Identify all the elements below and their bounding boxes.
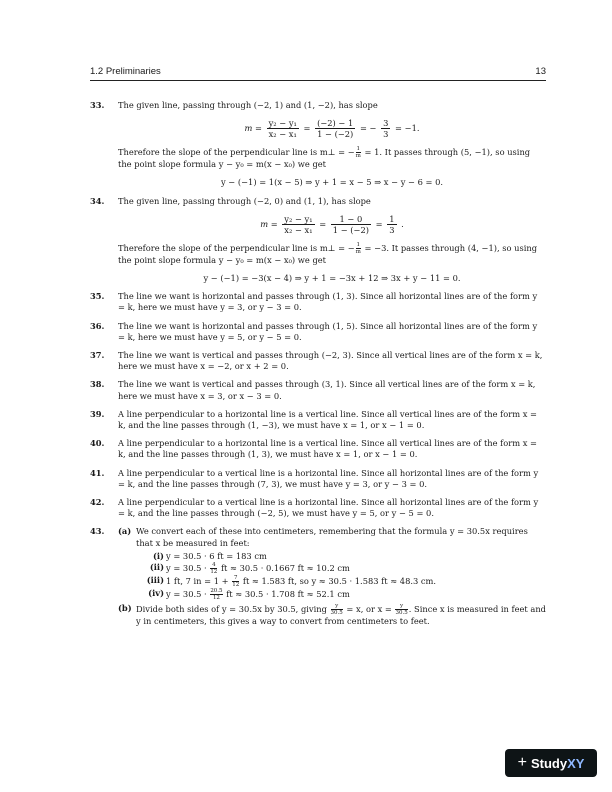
numerator: y (331, 603, 343, 610)
item-text: y = 30.5 · (166, 589, 210, 600)
slope-equation (118, 214, 546, 235)
part-text: We convert each of these into centimeters, remembering that the formula y = 30.5x requires that x be measured in feet: (136, 526, 528, 548)
denominator: 3 (389, 224, 395, 235)
item-label: (iii) (146, 575, 164, 586)
result-equation: y − (−1) = 1(x − 5) ⇒ y + 1 = x − 5 ⇒ x − y − 6 = 0. (220, 177, 444, 188)
problem-number: 35. (90, 291, 105, 302)
item-text: ft ≈ 1.583 ft, so y ≈ 30.5 · 1.583 ft ≈ 48.3 cm. (240, 576, 437, 587)
text-part: = −3. It passes through (4, −1), so using the point slope formula y − y₀ = m(x − x₀) we get (118, 242, 538, 265)
problem-37 (90, 350, 546, 372)
problem-text: A line perpendicular to a horizontal line is a vertical line. Since all vertical lines are of the form x = k, and the line passes through (1, 3), we must have x = 1, or x − 1 = 0. (118, 438, 537, 460)
text-part: = x, or x = (343, 604, 395, 615)
list-item (148, 551, 546, 563)
list-item (148, 575, 546, 588)
numerator: 7 (234, 575, 238, 582)
numerator: 1 (356, 146, 361, 153)
plus-icon: + (517, 754, 527, 771)
fraction (267, 118, 299, 139)
problem-number: 38. (90, 379, 105, 390)
numerator: y₂ − y₁ (284, 213, 313, 224)
denominator: x₂ − x₁ (268, 129, 297, 140)
problem-33 (90, 100, 546, 189)
denominator: m (355, 153, 361, 160)
problem-41 (90, 468, 546, 490)
problem-text: The line we want is horizontal and passes through (1, 5). Since all horizontal lines are of the form y = k, here we must have y = 5, or y − 5 = 0. (118, 320, 538, 342)
problem-number: 39. (90, 408, 105, 419)
numerator: y₂ − y₁ (268, 118, 297, 129)
fraction (315, 118, 355, 139)
text-part: Therefore the slope of the perpendicular line is m⊥ = − (118, 242, 355, 253)
small-fraction (356, 146, 361, 159)
item-label: (iv) (148, 588, 164, 599)
equals: = (303, 123, 311, 134)
fraction (282, 214, 314, 235)
small-fraction (210, 588, 222, 601)
text-part: . Since x is measured in feet and y in centimeters, this gives a way to convert from centimeters to feet. (136, 604, 546, 627)
small-fraction (232, 575, 239, 588)
problem-intro: The given line, passing through (−2, 0) and (1, 1), has slope (118, 195, 371, 206)
item-text: ft ≈ 30.5 · 1.708 ft ≈ 52.1 cm (223, 589, 350, 600)
small-fraction (331, 603, 343, 616)
denominator: 3 (383, 129, 389, 140)
fraction (387, 214, 396, 235)
part-b (118, 603, 546, 627)
logo-text: Study (530, 755, 568, 771)
page-header (90, 66, 546, 77)
problem-text: A line perpendicular to a vertical line is a horizontal line. Since all horizontal lines are of the form y = k, and the line passes through (−2, 5), we must have y = 5, or y − 5 = 0. (118, 497, 539, 519)
numerator: (−2) − 1 (317, 118, 354, 129)
studyxy-logo (505, 749, 597, 777)
problem-text (118, 146, 546, 170)
text-part: Divide both sides of y = 30.5x by 30.5, giving (136, 604, 330, 615)
page-number: 13 (535, 66, 546, 77)
denominator: 30.5 (330, 610, 343, 617)
small-fraction (210, 562, 217, 575)
problem-42 (90, 497, 546, 519)
problem-40 (90, 438, 546, 460)
problem-text: The line we want is vertical and passes through (−2, 3). Since all vertical lines are of the form x = k, here we must have x = −2, or x + 2 = 0. (118, 350, 543, 372)
problem-43 (90, 526, 546, 627)
part-label: (b) (118, 603, 132, 614)
problem-number: 41. (90, 467, 105, 478)
eq-lhs: m = (244, 123, 262, 134)
problem-38 (90, 379, 546, 401)
list-item (148, 588, 546, 601)
logo-text-accent: XY (567, 755, 585, 771)
problem-number: 33. (90, 100, 105, 110)
problem-number: 43. (90, 526, 105, 537)
problem-text: A line perpendicular to a vertical line is a horizontal line. Since all horizontal lines are of the form y = k, and the line passes through (7, 3), we must have y = 3, or y − 3 = 0. (118, 467, 539, 489)
problem-number: 36. (90, 320, 105, 331)
text-part: = 1. It passes through (5, −1), so using the point slope formula y − y₀ = m(x − x₀) we get (118, 147, 531, 170)
fraction (381, 118, 390, 139)
numerator: 20.5 (210, 588, 223, 595)
numerator: 1 (356, 241, 361, 248)
problem-36 (90, 321, 546, 343)
slope-equation (118, 118, 546, 139)
denominator: 12 (210, 569, 218, 576)
item-text: y = 30.5 · 6 ft = 183 cm (166, 550, 267, 561)
problem-39 (90, 409, 546, 431)
item-label: (ii) (149, 562, 164, 573)
part-label: (a) (118, 526, 132, 537)
denominator: m (355, 248, 361, 255)
problem-number: 40. (90, 438, 105, 449)
numerator: 4 (212, 562, 216, 569)
small-fraction (356, 242, 361, 255)
fraction (331, 214, 371, 235)
eq-lhs: m = (260, 218, 278, 229)
problem-text: The line we want is vertical and passes through (3, 1). Since all vertical lines are of the form x = k, here we must have x = 3, or x − 3 = 0. (118, 379, 536, 401)
denominator: 1 − (−2) (332, 224, 370, 235)
problem-text: The line we want is horizontal and passes through (1, 3). Since all horizontal lines are of the form y = k, here we must have y = 3, or y − 3 = 0. (118, 291, 538, 313)
item-text: ft ≈ 30.5 · 0.1667 ft ≈ 10.2 cm (218, 563, 350, 574)
eq-tail: = −1. (395, 123, 420, 134)
list-item (148, 562, 546, 575)
item-text: 1 ft, 7 in = 1 + (166, 576, 232, 587)
conversion-list (148, 551, 546, 602)
solutions-body (90, 100, 546, 635)
problem-number: 34. (90, 195, 105, 206)
numerator: 3 (383, 118, 389, 129)
problem-intro: The given line, passing through (−2, 1) and (1, −2), has slope (118, 100, 378, 110)
item-text: y = 30.5 · (166, 563, 210, 574)
part-text (136, 603, 546, 627)
eq-tail: . (401, 218, 404, 229)
denominator: 12 (212, 595, 220, 602)
denominator: 12 (232, 582, 240, 589)
problem-text: A line perpendicular to a horizontal line is a vertical line. Since all vertical lines are of the form x = k, and the line passes through (1, −3), we must have x = 1, or x − 1 = 0. (118, 408, 537, 431)
denominator: x₂ − x₁ (284, 224, 313, 235)
section-title: 1.2 Preliminaries (90, 66, 161, 77)
small-fraction (395, 603, 407, 616)
problem-number: 37. (90, 350, 105, 361)
denominator: 30.5 (395, 610, 408, 617)
numerator: 1 − 0 (331, 214, 371, 225)
problem-number: 42. (90, 497, 105, 508)
part-a (118, 526, 546, 601)
numerator: 1 (389, 213, 395, 224)
problem-35 (90, 291, 546, 313)
numerator: y (395, 603, 407, 610)
equals: = (375, 218, 383, 229)
equals: = − (359, 123, 377, 134)
equals: = (319, 218, 327, 229)
problem-34 (90, 196, 546, 285)
header-rule (90, 80, 546, 81)
item-label: (i) (152, 550, 164, 561)
text-part: Therefore the slope of the perpendicular line is m⊥ = − (118, 147, 355, 158)
result-equation: y − (−1) = −3(x − 4) ⇒ y + 1 = −3x + 12 ⇒ 3x + y − 11 = 0. (203, 273, 461, 284)
denominator: 1 − (−2) (317, 129, 354, 140)
problem-text (118, 242, 546, 266)
